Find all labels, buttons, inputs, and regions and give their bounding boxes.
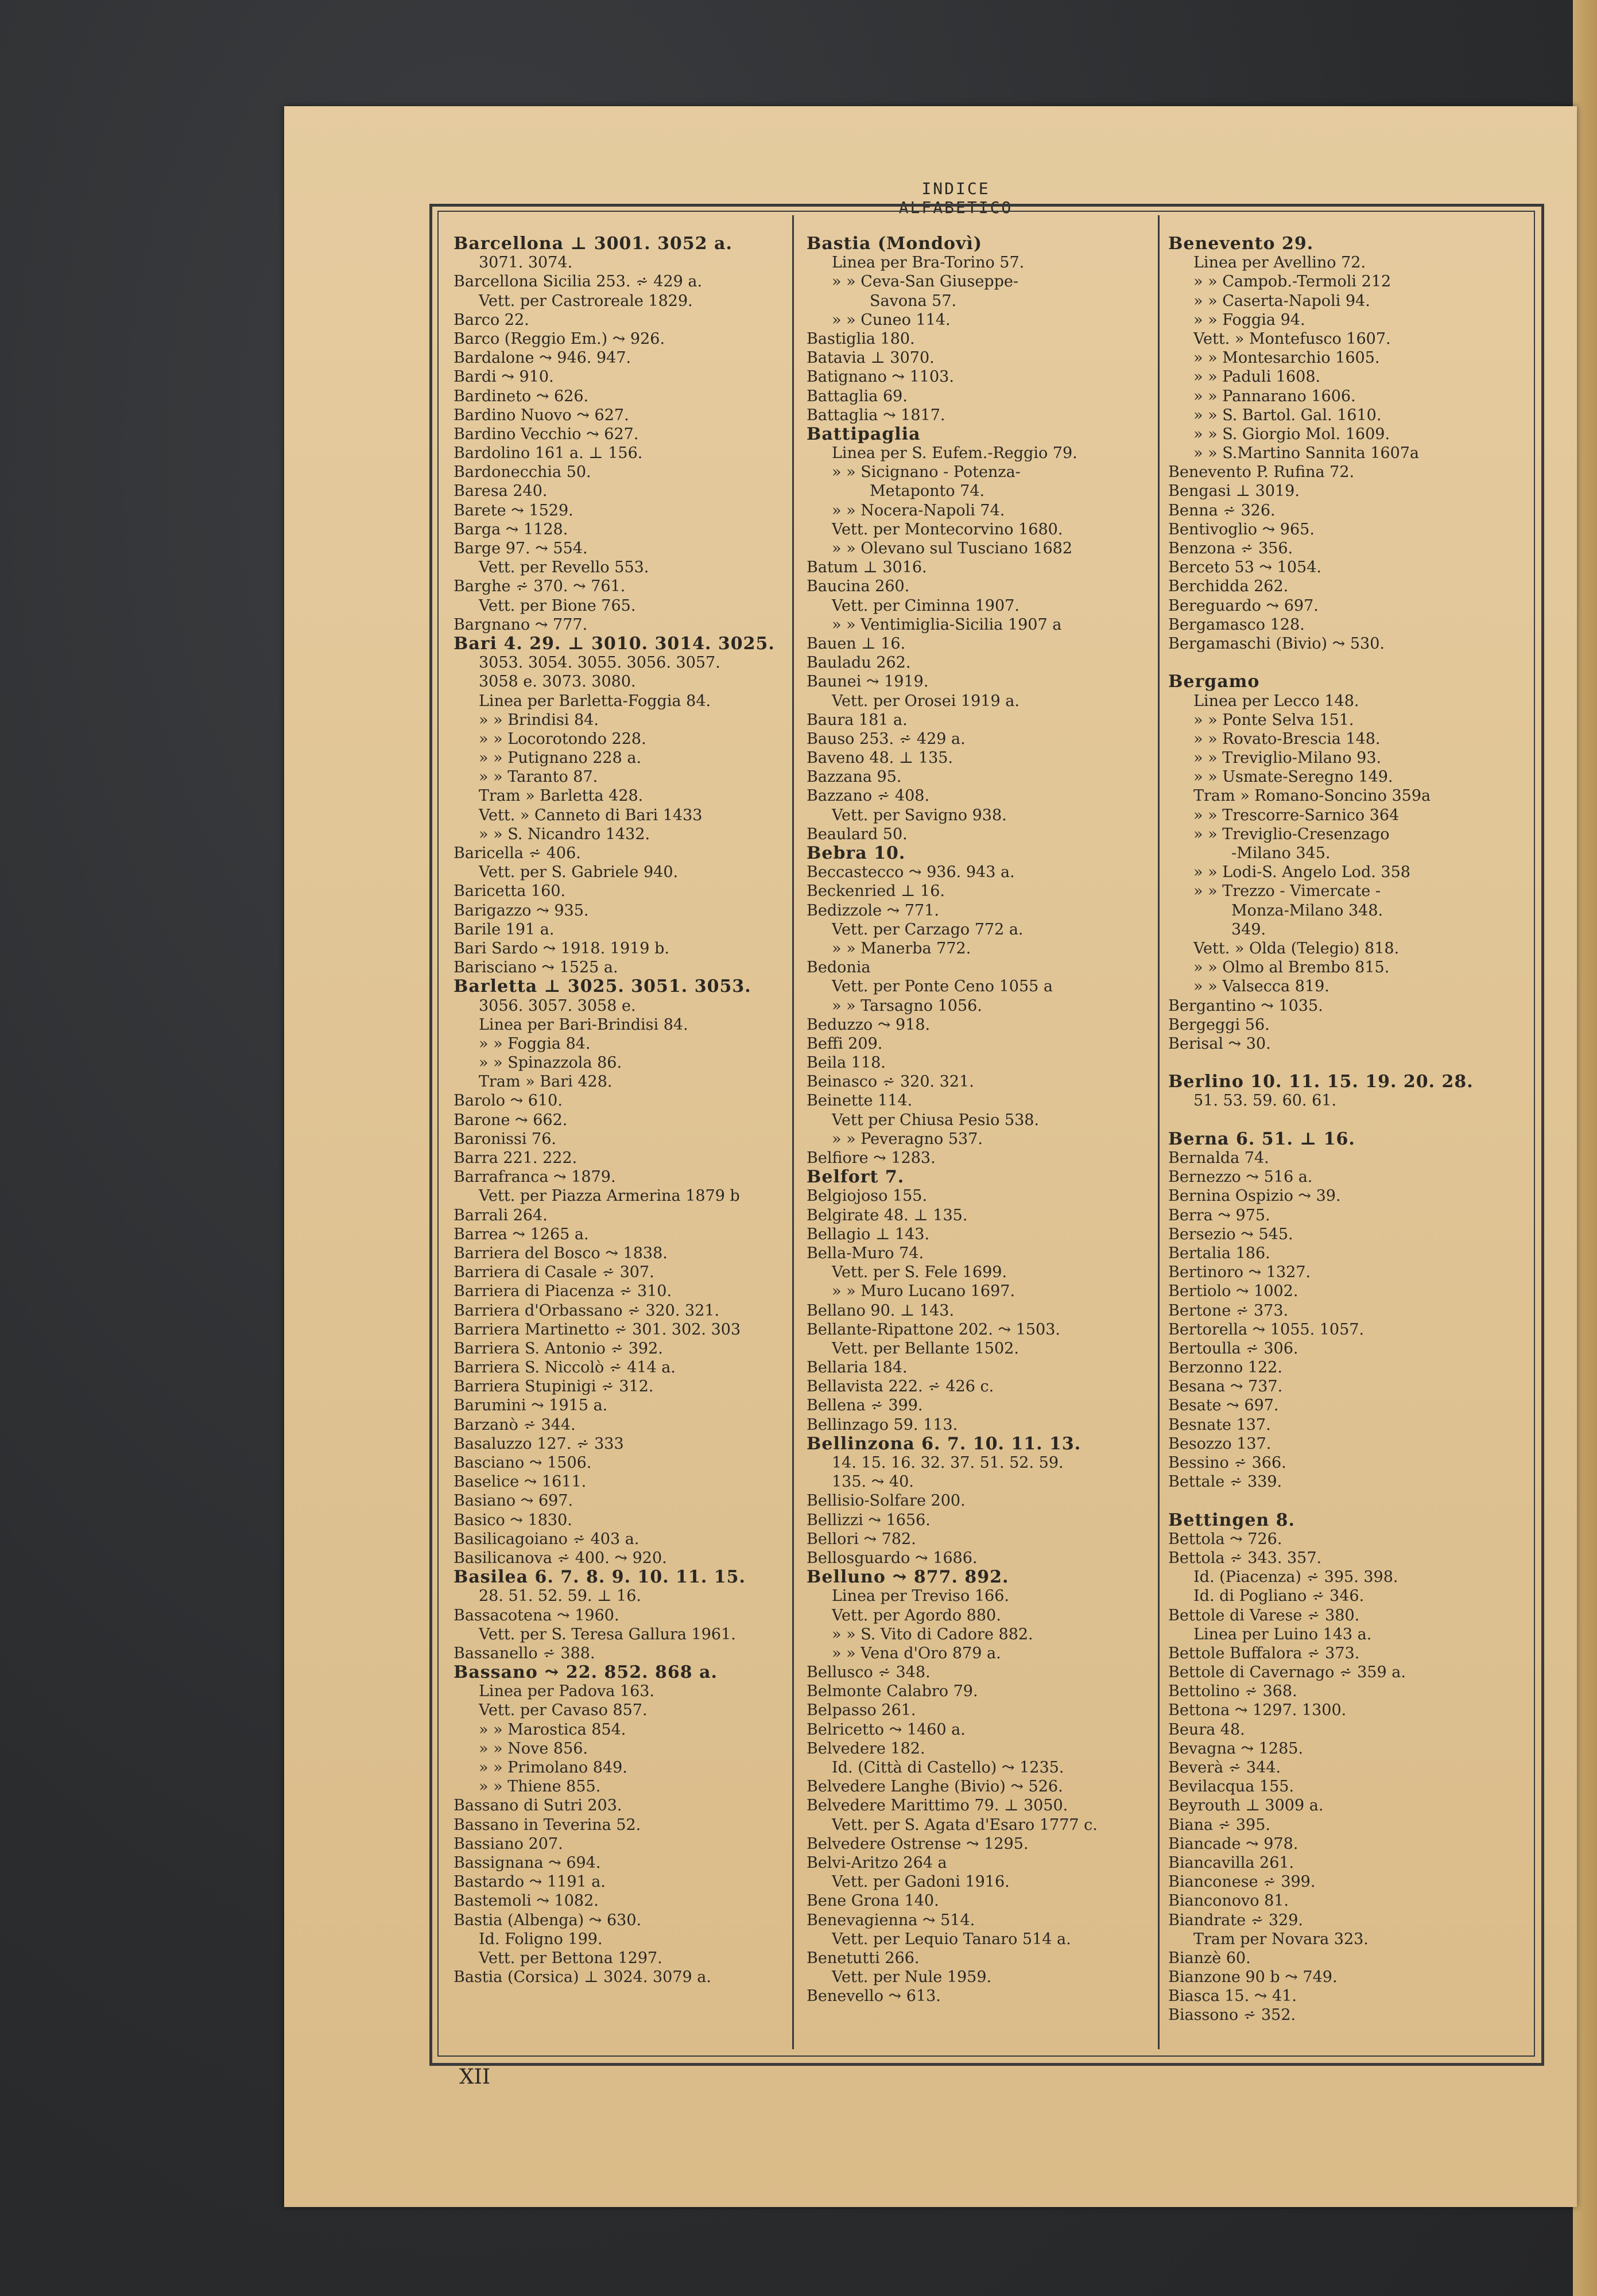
index-entry-heading: Bellinzona 6. 7. 10. 11. 13. [807, 1434, 1082, 1453]
index-entry: Benevagienna ⤳ 514. [807, 1911, 975, 1929]
index-entry: Besana ⤳ 737. [1168, 1378, 1283, 1396]
index-entry: Bardineto ⤳ 626. [453, 387, 589, 405]
index-entry: Bene Grona 140. [807, 1892, 939, 1910]
index-entry: Bertone ⩫ 373. [1168, 1301, 1289, 1320]
index-entry: Bauso 253. ⩫ 429 a. [807, 730, 966, 748]
page-number: XII [459, 2065, 491, 2089]
index-entry: » » Thiene 855. [479, 1778, 601, 1796]
index-entry: Vett. per S. Fele 1699. [832, 1263, 1007, 1282]
index-entry: Tram » Romano-Soncino 359a [1193, 787, 1431, 805]
index-entry: » » Pannarano 1606. [1193, 387, 1356, 405]
index-entry: Bentivoglio ⤳ 965. [1168, 520, 1315, 538]
index-entry: Bergeggi 56. [1168, 1015, 1270, 1034]
index-entry: » » Foggia 94. [1193, 311, 1305, 329]
index-entry: Beinette 114. [807, 1092, 913, 1110]
index-entry: Belricetto ⤳ 1460 a. [807, 1720, 966, 1739]
index-entry: Bengasi ⊥ 3019. [1168, 482, 1300, 501]
index-entry: 14. 15. 16. 32. 37. 51. 52. 59. [832, 1454, 1064, 1472]
index-entry: » » Nove 856. [479, 1739, 588, 1758]
index-entry: Basaluzzo 127. ⩫ 333 [453, 1434, 624, 1453]
index-entry: Barumini ⤳ 1915 a. [453, 1397, 608, 1415]
index-entry: » » Olevano sul Tusciano 1682 [832, 540, 1073, 557]
index-entry: » » S.Martino Sannita 1607a [1193, 444, 1420, 463]
index-entry: Barisciano ⤳ 1525 a. [453, 959, 618, 977]
index-entry: Vett. per S. Teresa Gallura 1961. [479, 1625, 736, 1643]
index-entry: Bardolino 161 a. ⊥ 156. [453, 444, 643, 463]
index-entry: Besnate 137. [1168, 1415, 1271, 1434]
index-entry: Metaponto 74. [870, 482, 985, 501]
index-entry: Bernezzo ⤳ 516 a. [1168, 1168, 1313, 1186]
index-entry: Barriera di Piacenza ⩫ 310. [453, 1282, 672, 1301]
index-entry: » » Marostica 854. [479, 1720, 626, 1739]
index-entry: » » Lodi-S. Angelo Lod. 358 [1193, 863, 1410, 882]
index-entry: 3058 e. 3073. 3080. [479, 673, 636, 691]
index-entry: Bettale ⩫ 339. [1168, 1473, 1282, 1491]
index-entry: Vett. per Bellante 1502. [832, 1339, 1019, 1358]
index-entry: Bereguardo ⤳ 697. [1168, 596, 1319, 615]
index-entry: Belvedere Langhe (Bivio) ⤳ 526. [807, 1778, 1063, 1796]
index-entry: Belvedere 182. [807, 1739, 925, 1758]
index-entry: Baresa 240. [453, 482, 548, 501]
index-entry: Vett. per Nule 1959. [832, 1968, 992, 1987]
index-entry: Vett. » Montefusco 1607. [1193, 329, 1391, 348]
index-entry: Bardino Nuovo ⤳ 627. [453, 406, 629, 424]
index-entry: » » Foggia 84. [479, 1034, 591, 1053]
index-entry: Vett. per S. Agata d'Esaro 1777 c. [832, 1816, 1098, 1834]
index-entry: Bellizzi ⤳ 1656. [807, 1511, 931, 1529]
index-entry-heading: Barletta ⊥ 3025. 3051. 3053. [453, 977, 751, 996]
index-entry: » » Rovato-Brescia 148. [1193, 730, 1381, 748]
index-column-1 [453, 234, 809, 1987]
index-entry-heading: Bari 4. 29. ⊥ 3010. 3014. 3025. [453, 634, 775, 654]
index-entry: » » Valsecca 819. [1193, 978, 1329, 996]
index-entry-heading: Belfort 7. [807, 1168, 905, 1187]
index-entry: Barriera d'Orbassano ⩫ 320. 321. [453, 1301, 720, 1320]
index-entry: Vett. per S. Gabriele 940. [479, 863, 679, 882]
index-entry: Barco (Reggio Em.) ⤳ 926. [453, 329, 665, 348]
index-entry: -Milano 345. [1231, 844, 1331, 862]
index-entry: Bettona ⤳ 1297. 1300. [1168, 1701, 1347, 1720]
index-entry: 135. ⤳ 40. [832, 1473, 914, 1491]
index-entry: Bianzone 90 b ⤳ 749. [1168, 1968, 1338, 1987]
index-entry: Bertiolo ⤳ 1002. [1168, 1282, 1298, 1301]
index-entry: » » Peveragno 537. [832, 1130, 983, 1148]
index-entry-heading: Bettingen 8. [1168, 1510, 1296, 1530]
index-entry: Benevento P. Rufina 72. [1168, 463, 1355, 482]
index-entry: Baunei ⤳ 1919. [807, 673, 929, 691]
index-entry: Bellinzago 59. 113. [807, 1415, 958, 1434]
index-entry: 51. 53. 59. 60. 61. [1193, 1092, 1337, 1110]
index-entry: Vett. per Bione 765. [479, 596, 636, 615]
index-entry: Berra ⤳ 975. [1168, 1206, 1270, 1224]
index-entry: Barriera Stupinigi ⩫ 312. [453, 1378, 654, 1396]
index-entry: Belvedere Ostrense ⤳ 1295. [807, 1835, 1029, 1853]
index-entry: Baselice ⤳ 1611. [453, 1473, 587, 1491]
index-entry: » » Ponte Selva 151. [1193, 711, 1354, 729]
index-entry: Bettole di Cavernago ⩫ 359 a. [1168, 1663, 1406, 1682]
index-entry: » » S. Bartol. Gal. 1610. [1193, 406, 1382, 424]
index-entry-heading: Benevento 29. [1168, 234, 1314, 254]
index-entry: Basciano ⤳ 1506. [453, 1454, 592, 1472]
index-entry: Biancavilla 261. [1168, 1853, 1294, 1872]
index-entry: Tram » Barletta 428. [479, 787, 644, 805]
index-entry: Barone ⤳ 662. [453, 1111, 568, 1129]
index-entry: Baveno 48. ⊥ 135. [807, 749, 953, 767]
index-entry: » » Manerba 772. [832, 939, 971, 957]
index-entry: Basilicanova ⩫ 400. ⤳ 920. [453, 1549, 667, 1567]
index-entry: Vett per Chiusa Pesio 538. [832, 1111, 1040, 1129]
index-entry: » » Usmate-Seregno 149. [1193, 768, 1393, 786]
index-entry: Biancade ⤳ 978. [1168, 1835, 1298, 1853]
index-entry: Id. Foligno 199. [479, 1930, 603, 1948]
index-entry: » » Ventimiglia-Sicilia 1907 a [832, 615, 1062, 634]
index-entry: » » Trescorre-Sarnico 364 [1193, 806, 1400, 824]
index-entry: Bassano di Sutri 203. [453, 1797, 622, 1815]
index-entry: Bertorella ⤳ 1055. 1057. [1168, 1320, 1365, 1339]
index-entry: Bassano in Teverina 52. [453, 1816, 641, 1834]
index-column-3 [1168, 234, 1524, 2025]
index-entry: Bessino ⩫ 366. [1168, 1454, 1286, 1472]
index-entry: Bianconese ⩫ 399. [1168, 1873, 1316, 1891]
index-entry: Barcellona Sicilia 253. ⩫ 429 a. [453, 273, 703, 291]
index-entry: Bellosguardo ⤳ 1686. [807, 1549, 978, 1567]
index-entry: Bastia (Albenga) ⤳ 630. [453, 1911, 642, 1929]
index-entry: Linea per Luino 143 a. [1193, 1625, 1372, 1643]
index-entry-heading: Belluno ⤳ 877. 892. [807, 1568, 1009, 1587]
index-entry: 28. 51. 52. 59. ⊥ 16. [479, 1587, 641, 1605]
index-entry: Berchidda 262. [1168, 577, 1289, 596]
index-entry: Vett. per Carzago 772 a. [832, 920, 1024, 938]
index-entry: » » Putignano 228 a. [479, 749, 642, 767]
index-entry: Vett. per Ciminna 1907. [832, 596, 1020, 615]
index-entry: Bari Sardo ⤳ 1918. 1919 b. [453, 939, 669, 957]
index-entry: Bellusco ⩫ 348. [807, 1663, 931, 1682]
index-entry: Bianconovo 81. [1168, 1892, 1289, 1910]
index-entry: Linea per Treviso 166. [832, 1587, 1009, 1605]
index-entry: Bardalone ⤳ 946. 947. [453, 349, 631, 367]
index-entry: Linea per Padova 163. [479, 1682, 655, 1701]
index-entry: Belvi-Aritzo 264 a [807, 1853, 947, 1872]
index-entry: Baricetta 160. [453, 882, 566, 901]
index-entry: Vett. per Orosei 1919 a. [832, 692, 1020, 710]
index-entry: » » Muro Lucano 1697. [832, 1282, 1015, 1301]
index-entry: Basilicagoiano ⩫ 403 a. [453, 1530, 639, 1548]
index-entry-heading: Battipaglia [807, 424, 921, 444]
index-entry: Linea per Lecco 148. [1193, 692, 1359, 710]
index-entry-heading: Barcellona ⊥ 3001. 3052 a. [453, 234, 732, 254]
index-entry: Beura 48. [1168, 1720, 1245, 1739]
index-entry: Basico ⤳ 1830. [453, 1511, 572, 1529]
index-entry: Biassono ⩫ 352. [1168, 2006, 1296, 2024]
index-entry: Barra 221. 222. [453, 1149, 577, 1167]
index-entry: Bellante-Ripattone 202. ⤳ 1503. [807, 1320, 1060, 1339]
index-entry: Bardonecchia 50. [453, 463, 591, 482]
index-entry: Bassanello ⩫ 388. [453, 1644, 595, 1662]
index-entry: Barghe ⩫ 370. ⤳ 761. [453, 577, 626, 596]
index-entry [1168, 1491, 1524, 1510]
index-entry [1168, 653, 1524, 672]
index-entry: Tram per Novara 323. [1193, 1930, 1369, 1948]
index-entry: Barco 22. [453, 311, 529, 329]
index-entry: Basiano ⤳ 697. [453, 1492, 573, 1510]
index-entry: Berisal ⤳ 30. [1168, 1034, 1271, 1053]
index-entry: » » Treviglio-Milano 93. [1193, 749, 1382, 767]
index-entry: » » Sicignano - Potenza- [832, 463, 1021, 482]
index-entry: Monza-Milano 348. [1231, 901, 1383, 920]
index-entry: Belgiojoso 155. [807, 1187, 928, 1205]
index-entry: Barriera S. Niccolò ⩫ 414 a. [453, 1359, 676, 1377]
index-entry [1168, 1111, 1524, 1130]
index-entry: 349. [1231, 920, 1266, 938]
index-entry: Baricella ⩫ 406. [453, 844, 581, 862]
index-entry: » » Trezzo - Vimercate - [1193, 882, 1381, 901]
index-entry: Bastia (Corsica) ⊥ 3024. 3079 a. [453, 1968, 711, 1987]
index-entry: Bergamaschi (Bivio) ⤳ 530. [1168, 634, 1385, 653]
index-entry: » » Locorotondo 228. [479, 730, 646, 748]
index-column-2 [807, 234, 1162, 2006]
index-entry: » » Olmo al Brembo 815. [1193, 959, 1390, 977]
index-entry: Vett. per Castroreale 1829. [479, 292, 693, 310]
index-entry: Savona 57. [870, 292, 957, 310]
index-entry: Bella-Muro 74. [807, 1244, 924, 1262]
index-entry: Battaglia 69. [807, 387, 908, 405]
index-entry: Vett. per Montecorvino 1680. [832, 520, 1063, 538]
index-entry: Bersezio ⤳ 545. [1168, 1225, 1293, 1243]
index-entry: Biasca 15. ⤳ 41. [1168, 1987, 1297, 2006]
index-entry: Berceto 53 ⤳ 1054. [1168, 559, 1321, 577]
index-entry: Barigazzo ⤳ 935. [453, 901, 589, 920]
index-entry: Benetutti 266. [807, 1949, 920, 1967]
index-entry: Vett. per Lequio Tanaro 514 a. [832, 1930, 1071, 1948]
index-entry: Vett. » Olda (Telegio) 818. [1193, 939, 1400, 957]
index-entry: Vett. per Bettona 1297. [479, 1949, 662, 1967]
index-entry: Bellisio-Solfare 200. [807, 1492, 966, 1510]
index-entry: Bertalia 186. [1168, 1244, 1270, 1262]
index-entry: Barriera S. Antonio ⩫ 392. [453, 1339, 663, 1358]
index-entry: Bettole di Varese ⩫ 380. [1168, 1606, 1360, 1624]
index-entry: Bauen ⊥ 16. [807, 634, 906, 653]
index-entry: Belfiore ⤳ 1283. [807, 1149, 936, 1167]
index-entry: Bargnano ⤳ 777. [453, 615, 588, 634]
index-entry: Bedonia [807, 959, 871, 977]
index-entry: 3071. 3074. [479, 254, 573, 272]
index-entry: Linea per Bra-Torino 57. [832, 254, 1025, 272]
index-entry: » » Nocera-Napoli 74. [832, 501, 1005, 519]
index-entry: Benna ⩫ 326. [1168, 501, 1276, 519]
index-entry: Bertinoro ⤳ 1327. [1168, 1263, 1311, 1282]
index-entry: Tram » Bari 428. [479, 1073, 613, 1091]
index-entry: Bettola ⩫ 343. 357. [1168, 1549, 1322, 1567]
index-entry: » » Taranto 87. [479, 768, 598, 786]
index-entry: Bellena ⩫ 399. [807, 1397, 923, 1415]
index-entry: » » Treviglio-Cresenzago [1193, 825, 1390, 843]
index-entry: Id. di Pogliano ⩫ 346. [1193, 1587, 1365, 1605]
index-entry: Bellori ⤳ 782. [807, 1530, 916, 1548]
index-entry: Bastemoli ⤳ 1082. [453, 1892, 599, 1910]
index-entry: Bernalda 74. [1168, 1149, 1269, 1167]
index-entry: Bellagio ⊥ 143. [807, 1225, 930, 1243]
index-entry: Barriera Martinetto ⩫ 301. 302. 303 [453, 1320, 741, 1339]
index-entry: Beccastecco ⤳ 936. 943 a. [807, 863, 1015, 882]
index-entry: Benevello ⤳ 613. [807, 1987, 941, 2006]
index-entry: Beduzzo ⤳ 918. [807, 1015, 931, 1034]
index-entry: Beila 118. [807, 1054, 886, 1072]
index-entry: » » Cuneo 114. [832, 311, 951, 329]
index-entry: Batum ⊥ 3016. [807, 559, 927, 577]
index-entry: » » Campob.-Termoli 212 [1193, 273, 1391, 291]
index-entry: Bazzana 95. [807, 768, 902, 786]
index-entry: Barge 97. ⤳ 554. [453, 540, 588, 557]
index-entry: Batignano ⤳ 1103. [807, 368, 954, 386]
index-entry: Barga ⤳ 1128. [453, 520, 568, 538]
index-entry: Barolo ⤳ 610. [453, 1092, 563, 1110]
index-entry: Baronissi 76. [453, 1130, 556, 1148]
index-entry: Baura 181 a. [807, 711, 908, 729]
index-entry: Barriera di Casale ⩫ 307. [453, 1263, 654, 1282]
index-entry: Bellaria 184. [807, 1359, 908, 1377]
index-entry: Linea per S. Eufem.-Reggio 79. [832, 444, 1077, 463]
index-entry: Besozzo 137. [1168, 1434, 1272, 1453]
index-entry: Belvedere Marittimo 79. ⊥ 3050. [807, 1797, 1068, 1815]
index-entry: Vett. per Ponte Ceno 1055 a [832, 978, 1053, 996]
index-entry: Battaglia ⤳ 1817. [807, 406, 945, 424]
index-entry-heading: Bergamo [1168, 672, 1260, 692]
index-entry: Vett. per Agordo 880. [832, 1606, 1001, 1624]
index-entry: Bernina Ospizio ⤳ 39. [1168, 1187, 1341, 1205]
index-entry: Vett. per Savigno 938. [832, 806, 1007, 824]
page-header-title: INDICE ALFABETICO [898, 179, 1013, 217]
index-entry: » » Primolano 849. [479, 1759, 627, 1777]
index-entry: Vett. per Cavaso 857. [479, 1701, 648, 1720]
index-entry: » » Paduli 1608. [1193, 368, 1321, 386]
index-entry: Bassacotena ⤳ 1960. [453, 1606, 619, 1624]
index-entry: Barete ⤳ 1529. [453, 501, 573, 519]
index-entry-heading: Bastia (Mondovì) [807, 234, 983, 254]
index-entry: Bevagna ⤳ 1285. [1168, 1739, 1304, 1758]
index-entry: Id. (Città di Castello) ⤳ 1235. [832, 1759, 1064, 1777]
index-entry: 3053. 3054. 3055. 3056. 3057. [479, 654, 720, 672]
index-entry: Bettola ⤳ 726. [1168, 1530, 1282, 1548]
index-entry: Linea per Bari-Brindisi 84. [479, 1015, 688, 1034]
index-entry: Biandrate ⩫ 329. [1168, 1911, 1303, 1929]
index-entry: » » Brindisi 84. [479, 711, 599, 729]
index-entry: Bassiano 207. [453, 1835, 563, 1853]
index-entry: » » S. Nicandro 1432. [479, 825, 650, 843]
index-entry-heading: Berlino 10. 11. 15. 19. 20. 28. [1168, 1072, 1474, 1092]
index-entry: Barrea ⤳ 1265 a. [453, 1225, 589, 1243]
index-entry: Berzonno 122. [1168, 1359, 1282, 1377]
index-entry: Belpasso 261. [807, 1701, 916, 1720]
index-entry: Bettole Buffalora ⩫ 373. [1168, 1644, 1360, 1662]
index-entry: Bellano 90. ⊥ 143. [807, 1301, 955, 1320]
index-entry: Barriera del Bosco ⤳ 1838. [453, 1244, 668, 1262]
index-entry: Bauladu 262. [807, 654, 911, 672]
index-entry: » » Caserta-Napoli 94. [1193, 292, 1370, 310]
index-entry: Bardi ⤳ 910. [453, 368, 554, 386]
index-entry: Bergantino ⤳ 1035. [1168, 996, 1323, 1015]
index-entry: Bedizzole ⤳ 771. [807, 901, 939, 920]
index-entry: Bazzano ⩫ 408. [807, 787, 930, 805]
index-entry [1168, 1053, 1524, 1072]
index-entry: Vett. per Piazza Armerina 1879 b [479, 1187, 740, 1205]
index-entry: Barrafranca ⤳ 1879. [453, 1168, 616, 1186]
index-entry-heading: Bebra 10. [807, 844, 906, 863]
index-entry: Bertoulla ⩫ 306. [1168, 1339, 1298, 1358]
index-entry: Bevilacqua 155. [1168, 1778, 1294, 1796]
index-entry-heading: Basilea 6. 7. 8. 9. 10. 11. 15. [453, 1568, 746, 1587]
index-entry-heading: Bassano ⤳ 22. 852. 868 a. [453, 1663, 718, 1682]
index-entry: Beffi 209. [807, 1034, 883, 1053]
index-entry: Beinasco ⩫ 320. 321. [807, 1073, 974, 1091]
index-entry: Bardino Vecchio ⤳ 627. [453, 425, 639, 443]
index-entry: Beyrouth ⊥ 3009 a. [1168, 1797, 1324, 1815]
index-entry: Beverà ⩫ 344. [1168, 1759, 1281, 1777]
index-entry: Bastardo ⤳ 1191 a. [453, 1873, 606, 1891]
index-entry: 3056. 3057. 3058 e. [479, 996, 636, 1015]
index-entry: Barzanò ⩫ 344. [453, 1415, 576, 1434]
index-entry: Vett. per Gadoni 1916. [832, 1873, 1010, 1891]
index-entry: » » Ceva-San Giuseppe- [832, 273, 1018, 291]
index-entry: » » Spinazzola 86. [479, 1054, 622, 1072]
index-entry: Beckenried ⊥ 16. [807, 882, 945, 901]
index-entry: Bettolino ⩫ 368. [1168, 1682, 1297, 1701]
index-entry: Bassignana ⤳ 694. [453, 1853, 601, 1872]
index-entry: Belgirate 48. ⊥ 135. [807, 1206, 968, 1224]
index-entry-heading: Berna 6. 51. ⊥ 16. [1168, 1129, 1355, 1149]
index-entry: Vett. per Revello 553. [479, 559, 649, 577]
index-entry: » » Vena d'Oro 879 a. [832, 1644, 1001, 1662]
index-entry: Barile 191 a. [453, 920, 555, 938]
index-entry: Benzona ⩫ 356. [1168, 540, 1293, 557]
index-entry: Bianzè 60. [1168, 1949, 1251, 1967]
index-entry: Linea per Barletta-Foggia 84. [479, 692, 711, 710]
index-entry: Batavia ⊥ 3070. [807, 349, 935, 367]
index-entry: Barrali 264. [453, 1206, 548, 1224]
index-entry: Beaulard 50. [807, 825, 908, 843]
index-entry: Besate ⤳ 697. [1168, 1397, 1279, 1415]
index-entry: » » Tarsagno 1056. [832, 996, 982, 1015]
index-entry: » » S. Vito di Cadore 882. [832, 1625, 1033, 1643]
index-entry: » » S. Giorgio Mol. 1609. [1193, 425, 1390, 443]
index-entry: Id. (Piacenza) ⩫ 395. 398. [1193, 1568, 1398, 1587]
index-entry: » » Montesarchio 1605. [1193, 349, 1380, 367]
index-entry: Linea per Avellino 72. [1193, 254, 1366, 272]
index-entry: Belmonte Calabro 79. [807, 1682, 978, 1701]
index-entry: Bergamasco 128. [1168, 615, 1305, 634]
index-entry: Biana ⩫ 395. [1168, 1816, 1270, 1834]
index-entry: Bastiglia 180. [807, 329, 915, 348]
index-entry: Baucina 260. [807, 577, 910, 596]
index-entry: Bellavista 222. ⩫ 426 c. [807, 1378, 994, 1396]
index-entry: Vett. » Canneto di Bari 1433 [479, 806, 703, 824]
